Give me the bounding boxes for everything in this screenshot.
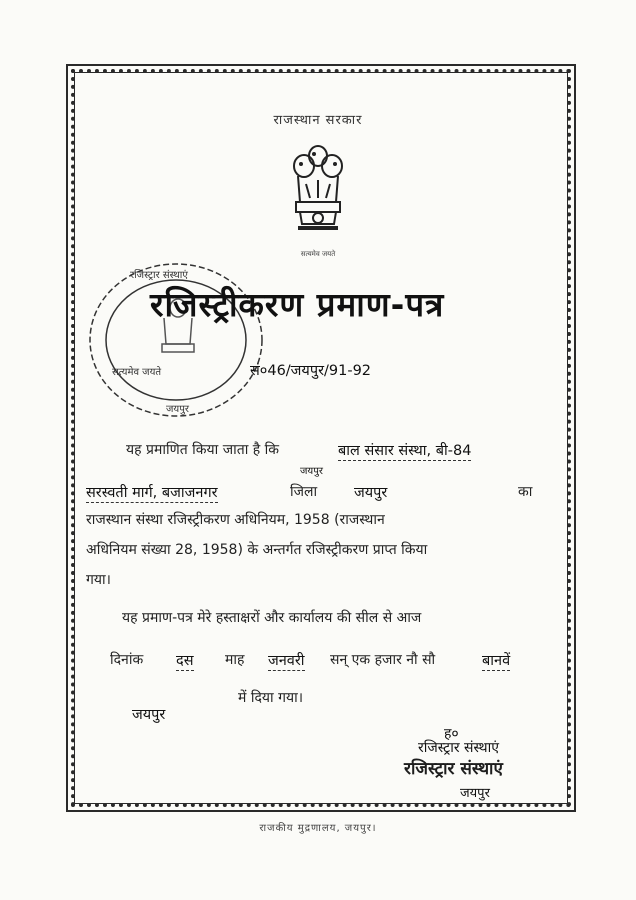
given-text: में दिया गया। xyxy=(238,690,304,706)
printer-footer: राजकीय मुद्रणालय, जयपुर। xyxy=(259,823,377,834)
act-line-2: अधिनियम संख्या 28, 1958) के अन्तर्गत रजिस्ट्रीकरण प्राप्त किया xyxy=(86,542,428,558)
registrar-stamp-line-2: रजिस्ट्रार संस्थाएं xyxy=(404,759,503,779)
seal-bottom-text: जयपुर xyxy=(166,404,189,415)
ka-text: का xyxy=(518,484,533,500)
society-name: बाल संसार संस्था, बी-84 xyxy=(338,440,471,461)
date-label: दिनांक xyxy=(110,652,144,668)
registrar-stamp-line-1: रजिस्ट्रार संस्थाएं xyxy=(418,740,499,756)
day-value: दस xyxy=(176,650,194,671)
certificate-title: रजिस्ट्रीकरण प्रमाण-पत्र xyxy=(150,285,445,324)
district-value: जयपुर xyxy=(354,485,388,501)
month-label: माह xyxy=(225,652,245,668)
year-prefix: सन् एक हजार नौ सौ xyxy=(330,652,436,668)
seal-top-text: रजिस्ट्रार संस्थाएं xyxy=(130,270,188,281)
year-value: बानवें xyxy=(482,650,510,671)
address-note: जयपुर xyxy=(300,466,323,477)
society-address: सरस्वती मार्ग, बजाजनगर xyxy=(86,482,218,503)
month-value: जनवरी xyxy=(268,650,305,671)
district-label: जिला xyxy=(290,484,318,500)
government-heading: राजस्थान सरकार xyxy=(273,113,363,128)
issue-statement: यह प्रमाण-पत्र मेरे हस्ताक्षरों और कार्यालय की सील से आज xyxy=(122,610,422,626)
emblem-motto: सत्यमेव जयते xyxy=(300,250,336,258)
act-line-3: गया। xyxy=(86,572,111,588)
registrar-stamp-place: जयपुर xyxy=(460,786,490,801)
seal-motto: सत्यमेव जयते xyxy=(112,367,162,378)
signature-mark: ह० xyxy=(444,726,459,742)
registration-number: सं०46/जयपुर/91-92 xyxy=(250,363,372,379)
certify-text: यह प्रमाणित किया जाता है कि xyxy=(126,442,280,458)
state-emblem-icon xyxy=(288,140,348,249)
place-value: जयपुर xyxy=(132,707,166,723)
act-line-1: राजस्थान संस्था रजिस्ट्रीकरण अधिनियम, 1958 (राजस्थान xyxy=(86,512,385,528)
